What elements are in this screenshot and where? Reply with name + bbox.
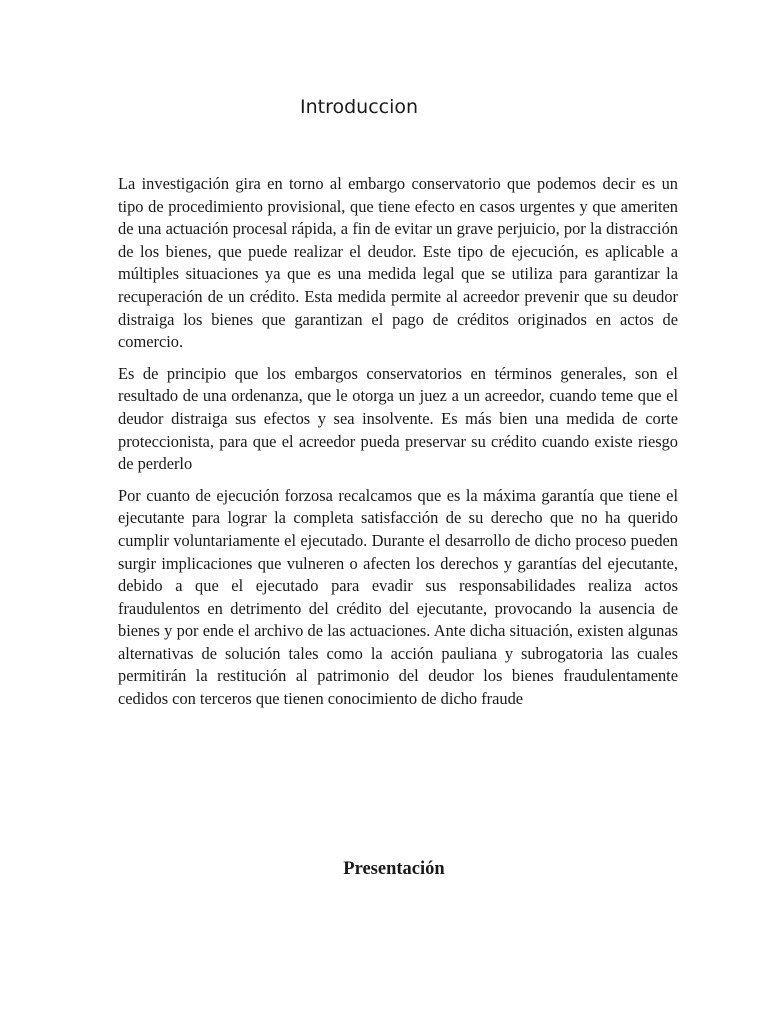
paragraph-3: Por cuanto de ejecución forzosa recalcamos que es la máxima garantía que tiene el ejecutante para lograr la completa satisfacción de su derecho que no ha querido cumplir voluntariamente el ejecutado. Durante el desarrollo de dicho proceso pueden surgir implicaciones que vulneren o afecten los derechos y garantías del ejecutante, debido a que el ejecutado para evadir sus responsabilidades realiza actos fraudulentos en detrimento del crédito del ejecutante, provocando la ausencia de bienes y por ende el archivo de las actuaciones. Ante dicha situación, existen algunas alternativas de solución tales como la acción pauliana y subrogatoria las cuales permitirán la restitución al patrimonio del deudor los bienes fraudulentamente cedidos con terceros que tienen conocimiento de dicho fraude xyxy=(118,485,678,709)
body-text xyxy=(118,173,678,720)
paragraph-1: La investigación gira en torno al embargo conservatorio que podemos decir es un tipo de procedimiento provisional, que tiene efecto en casos urgentes y que ameriten de una actuación procesal rápida, a fin de evitar un grave perjuicio, por la distracción de los bienes, que puede realizar el deudor. Este tipo de ejecución, es aplicable a múltiples situaciones ya que es una medida legal que se utiliza para garantizar la recuperación de un crédito. Esta medida permite al acreedor prevenir que su deudor distraiga los bienes que garantizan el pago de créditos originados en actos de comercio. xyxy=(118,174,678,352)
page-title: Introduccion xyxy=(300,96,419,118)
paragraph-2: Es de principio que los embargos conservatorios en términos generales, son el resultado de una ordenanza, que le otorga un juez a un acreedor, cuando teme que el deudor distraiga sus efectos y sea insolvente. Es más bien una medida de corte proteccionista, para que el acreedor pueda preservar su crédito cuando existe riesgo de perderlo xyxy=(118,363,678,474)
section-heading-presentacion: Presentación xyxy=(343,859,445,879)
